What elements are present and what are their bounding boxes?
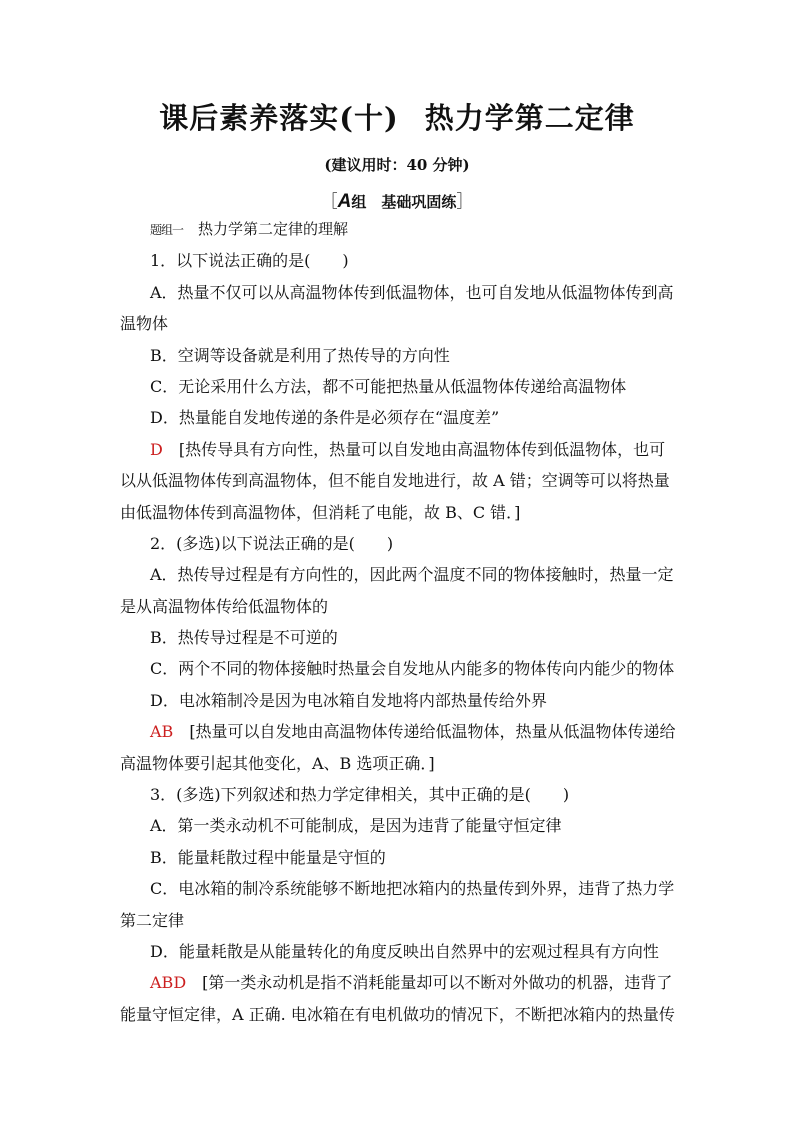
group-header bbox=[0, 187, 794, 213]
answer-1-label: D bbox=[150, 439, 163, 459]
q2-option-a: A．热传导过程是有方向性的，因此两个温度不同的物体接触时，热量一定 bbox=[150, 565, 674, 585]
q3-option-d: D．能量耗散是从能量转化的角度反映出自然界中的宏观过程具有方向性 bbox=[150, 941, 659, 961]
topic-heading bbox=[120, 214, 676, 245]
answer-3-label: ABD bbox=[150, 973, 187, 993]
answer-1-cont-2: 由低温物体传到高温物体，但消耗了电能，故 B、C 错．] bbox=[120, 502, 521, 522]
q3-option-b: B．能量耗散过程中能量是守恒的 bbox=[150, 847, 386, 867]
answer-3 bbox=[120, 967, 676, 998]
document-body bbox=[120, 214, 676, 1030]
group-letter: A bbox=[337, 191, 352, 212]
q2-option-a-cont: 是从高温物体传给低温物体的 bbox=[120, 596, 329, 616]
q1-option-c: C．无论采用什么方法，都不可能把热量从低温物体传递给高温物体 bbox=[150, 376, 627, 396]
answer-1-cont-1: 以从低温物体传到高温物体，但不能自发地进行，故 A 错；空调等可以将热量 bbox=[120, 471, 670, 491]
group-close-bracket: ］ bbox=[456, 192, 474, 212]
q1-option-a: A．热量不仅可以从高温物体传到低温物体，也可自发地从低温物体传到高 bbox=[150, 282, 674, 302]
group-open-bracket: ［ bbox=[320, 192, 338, 212]
answer-3-text: [第一类永动机是指不消耗能量却可以不断对外做功的机器，违背了 bbox=[186, 973, 673, 993]
question-2: 2．(多选)以下说法正确的是( ) bbox=[150, 533, 394, 553]
q2-option-b: B．热传导过程是不可逆的 bbox=[150, 628, 338, 648]
question-1: 1．以下说法正确的是( ) bbox=[150, 251, 349, 271]
answer-1 bbox=[120, 434, 676, 465]
q1-option-d: D．热量能自发地传递的条件是必须存在“温度差” bbox=[150, 408, 500, 428]
q3-option-c-cont: 第二定律 bbox=[120, 910, 185, 930]
answer-2 bbox=[120, 716, 676, 747]
question-3: 3．(多选)下列叙述和热力学定律相关，其中正确的是( ) bbox=[150, 785, 570, 805]
answer-2-label: AB bbox=[150, 722, 174, 742]
time-suggestion: (建议用时：40 分钟) bbox=[324, 156, 470, 174]
answer-1-text: [热传导具有方向性，热量可以自发地由高温物体传到低温物体，也可 bbox=[162, 439, 666, 459]
q1-option-b: B．空调等设备就是利用了热传导的方向性 bbox=[150, 345, 450, 365]
answer-3-cont: 能量守恒定律，A 正确. 电冰箱在有电机做功的情况下，不断把冰箱内的热量传 bbox=[120, 1004, 675, 1024]
q2-option-c: C．两个不同的物体接触时热量会自发地从内能多的物体传向内能少的物体 bbox=[150, 659, 675, 679]
title-topic: 热力学第二定律 bbox=[424, 101, 635, 135]
title-main: 课后素养落实(十) bbox=[159, 101, 399, 135]
topic-group-icon: 题组一 bbox=[150, 223, 184, 237]
q3-option-a: A．第一类永动机不可能制成，是因为违背了能量守恒定律 bbox=[150, 816, 562, 836]
group-text: 组 基础巩固练 bbox=[351, 193, 457, 211]
topic-label: 热力学第二定律的理解 bbox=[183, 220, 349, 238]
q1-option-a-cont: 温物体 bbox=[120, 314, 169, 334]
q2-option-d: D．电冰箱制冷是因为电冰箱自发地将内部热量传给外界 bbox=[150, 690, 547, 710]
answer-2-text: [热量可以自发地由高温物体传递给低温物体，热量从低温物体传递给 bbox=[173, 722, 676, 742]
q3-option-c: C．电冰箱的制冷系统能够不断地把冰箱内的热量传到外界，违背了热力学 bbox=[150, 879, 675, 899]
answer-2-cont: 高温物体要引起其他变化，A、B 选项正确．] bbox=[120, 753, 435, 773]
page-title bbox=[0, 96, 794, 137]
